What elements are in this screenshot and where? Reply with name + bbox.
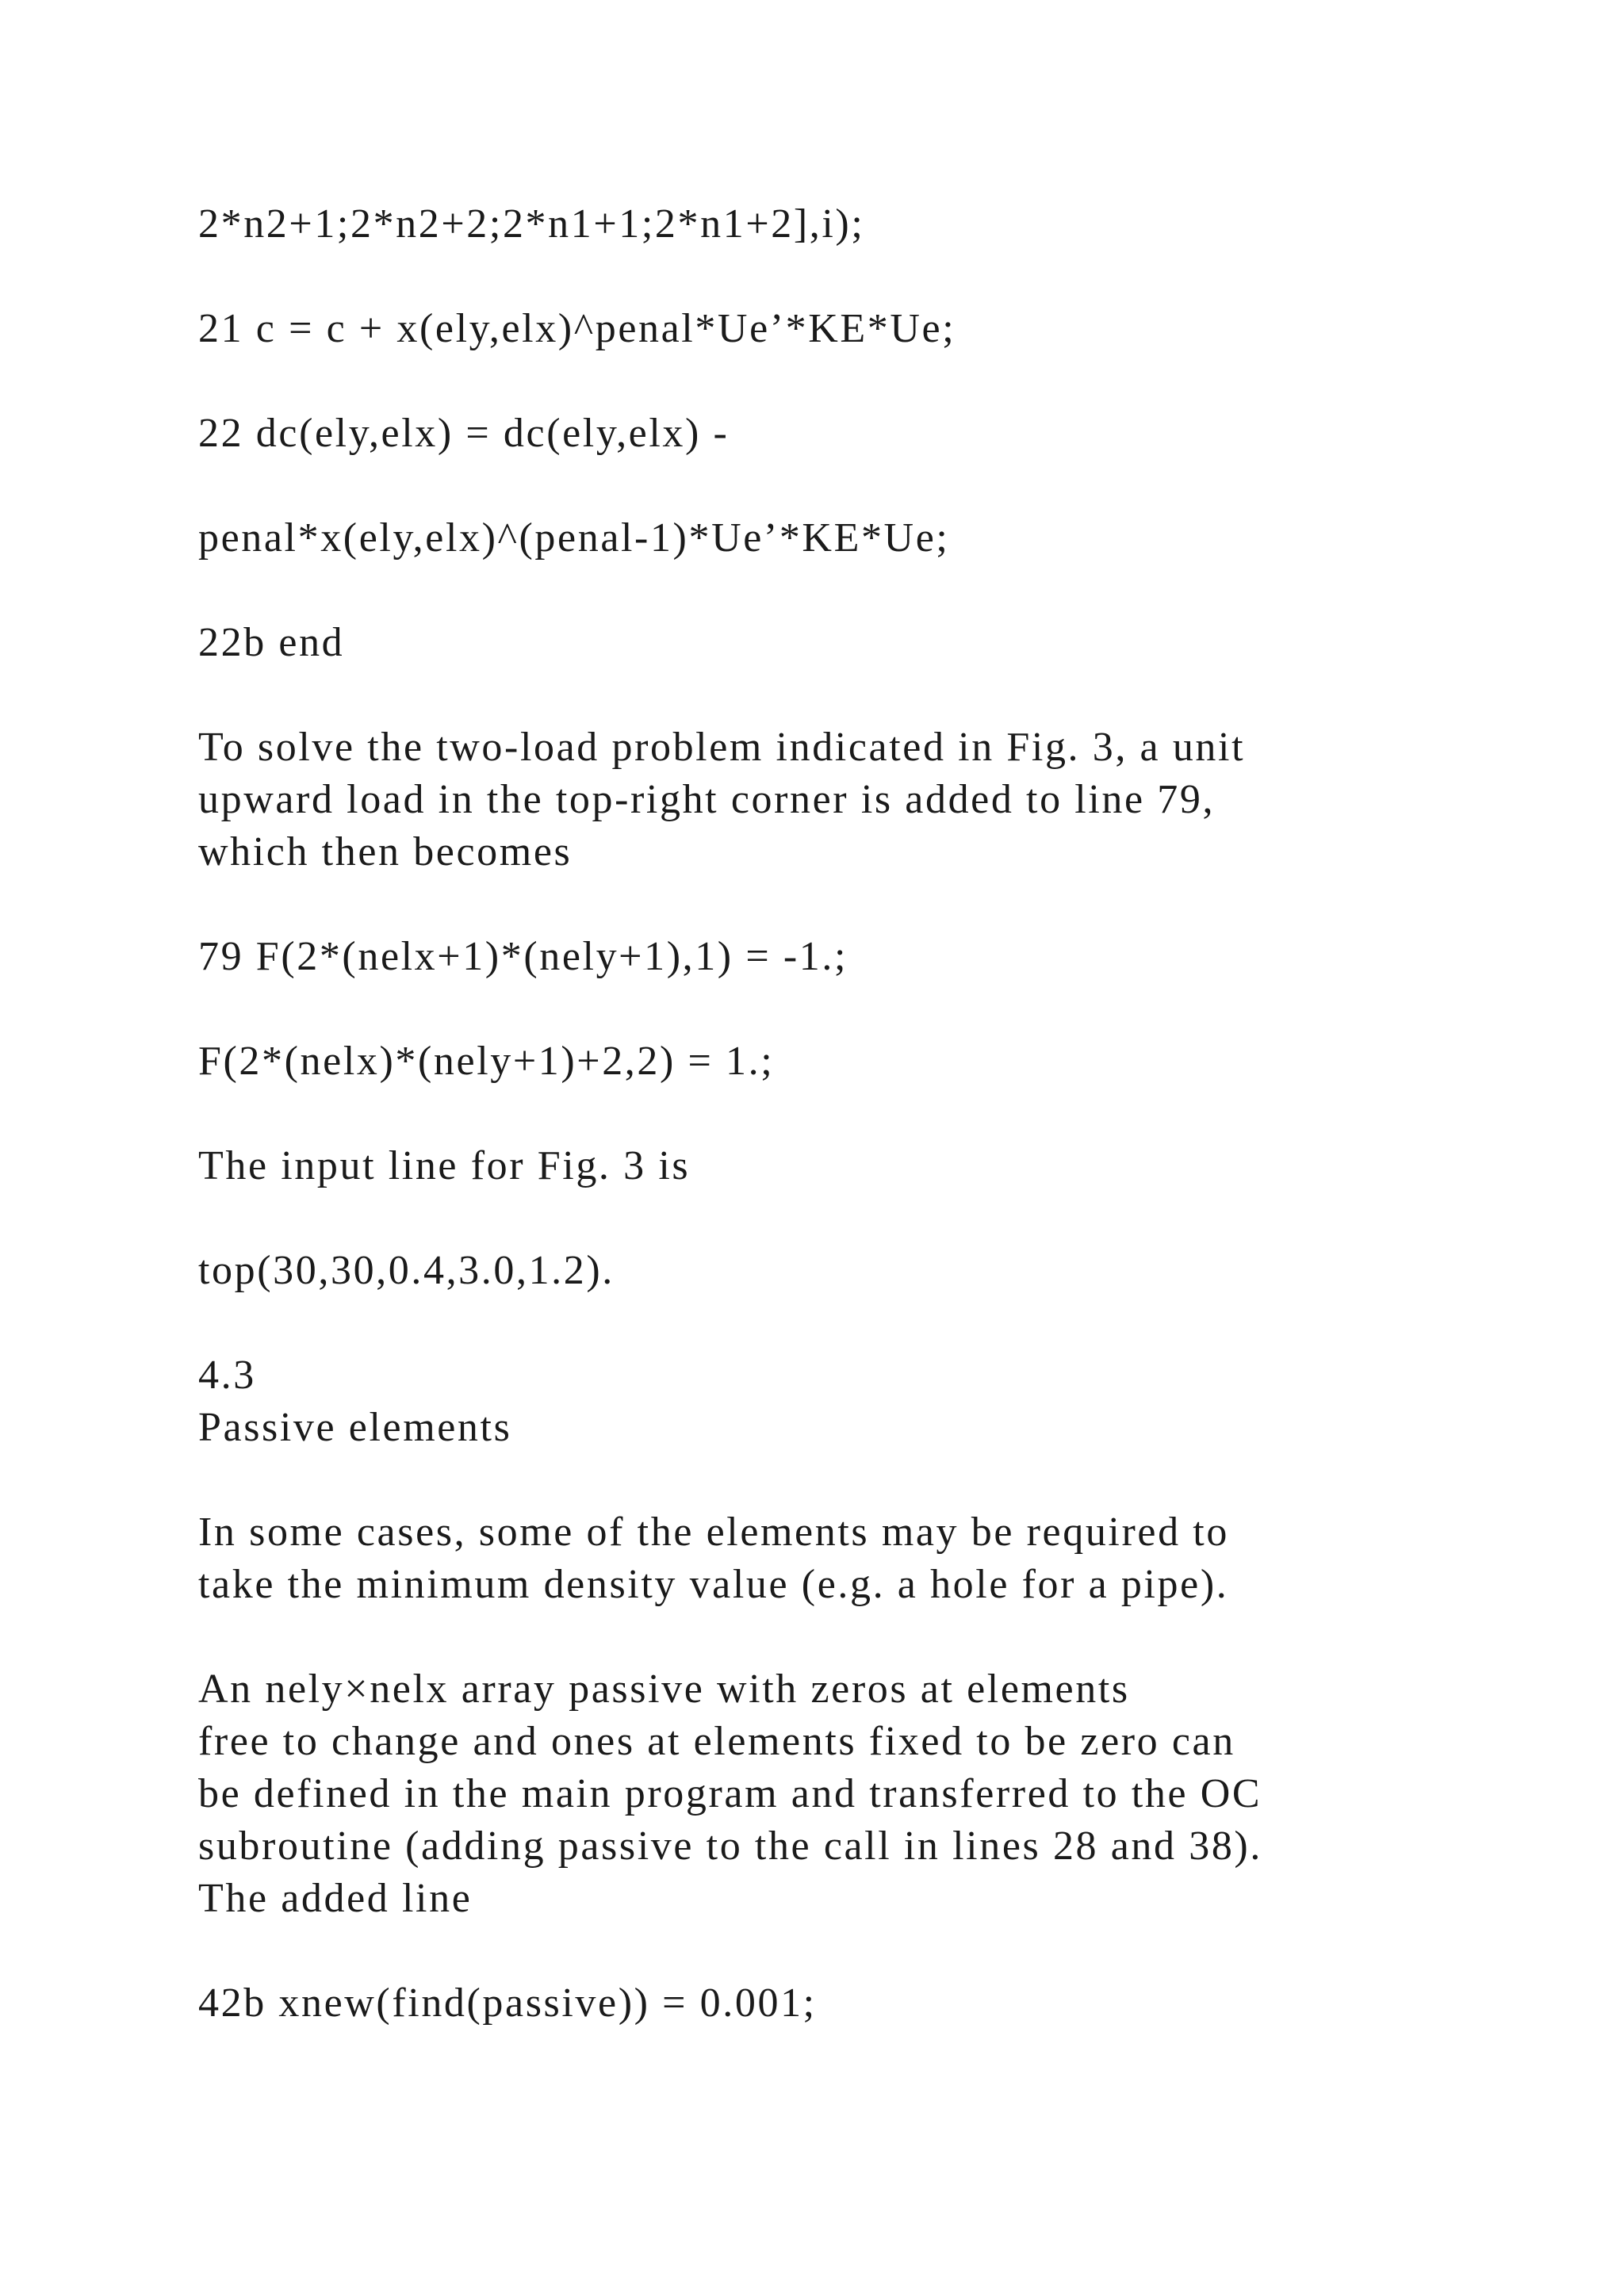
paragraph-two-load-line-2: upward load in the top-right corner is added to line 79, [198, 777, 1216, 822]
code-line-continuation: 2*n2+1;2*n2+2;2*n1+1;2*n1+2],i); [198, 201, 865, 247]
paragraph-two-load-line-1: To solve the two-load problem indicated in Fig. 3, a unit [198, 725, 1246, 770]
code-line-22-continuation: penal*x(ely,elx)^(penal-1)*Ue’*KE*Ue; [198, 515, 950, 561]
paragraph-array-line-3: be defined in the main program and transferred to the OC [198, 1771, 1262, 1816]
paragraph-array-line-1: An nely×nelx array passive with zeros at elements [198, 1667, 1130, 1712]
code-line-79-continuation: F(2*(nelx)*(nely+1)+2,2) = 1.; [198, 1039, 775, 1084]
code-line-21: 21 c = c + x(ely,elx)^penal*Ue’*KE*Ue; [198, 306, 956, 351]
paragraph-array-line-2: free to change and ones at elements fixed to be zero can [198, 1719, 1235, 1764]
code-line-42b: 42b xnew(find(passive)) = 0.001; [198, 1980, 817, 2026]
section-title: Passive elements [198, 1405, 512, 1450]
code-line-22: 22 dc(ely,elx) = dc(ely,elx) - [198, 411, 730, 456]
paragraph-two-load-line-3: which then becomes [198, 829, 573, 874]
section-number: 4.3 [198, 1353, 256, 1398]
code-line-top-call: top(30,30,0.4,3.0,1.2). [198, 1248, 615, 1293]
paragraph-passive-line-1: In some cases, some of the elements may be required to [198, 1510, 1229, 1555]
code-line-79: 79 F(2*(nelx+1)*(nely+1),1) = -1.; [198, 934, 848, 979]
paragraph-array-line-5: The added line [198, 1876, 473, 1921]
code-line-22b: 22b end [198, 620, 345, 665]
paragraph-input-line: The input line for Fig. 3 is [198, 1143, 691, 1188]
paragraph-passive-line-2: take the minimum density value (e.g. a hole for a pipe). [198, 1562, 1229, 1607]
paragraph-array-line-4: subroutine (adding passive to the call in lines 28 and 38). [198, 1823, 1262, 1869]
